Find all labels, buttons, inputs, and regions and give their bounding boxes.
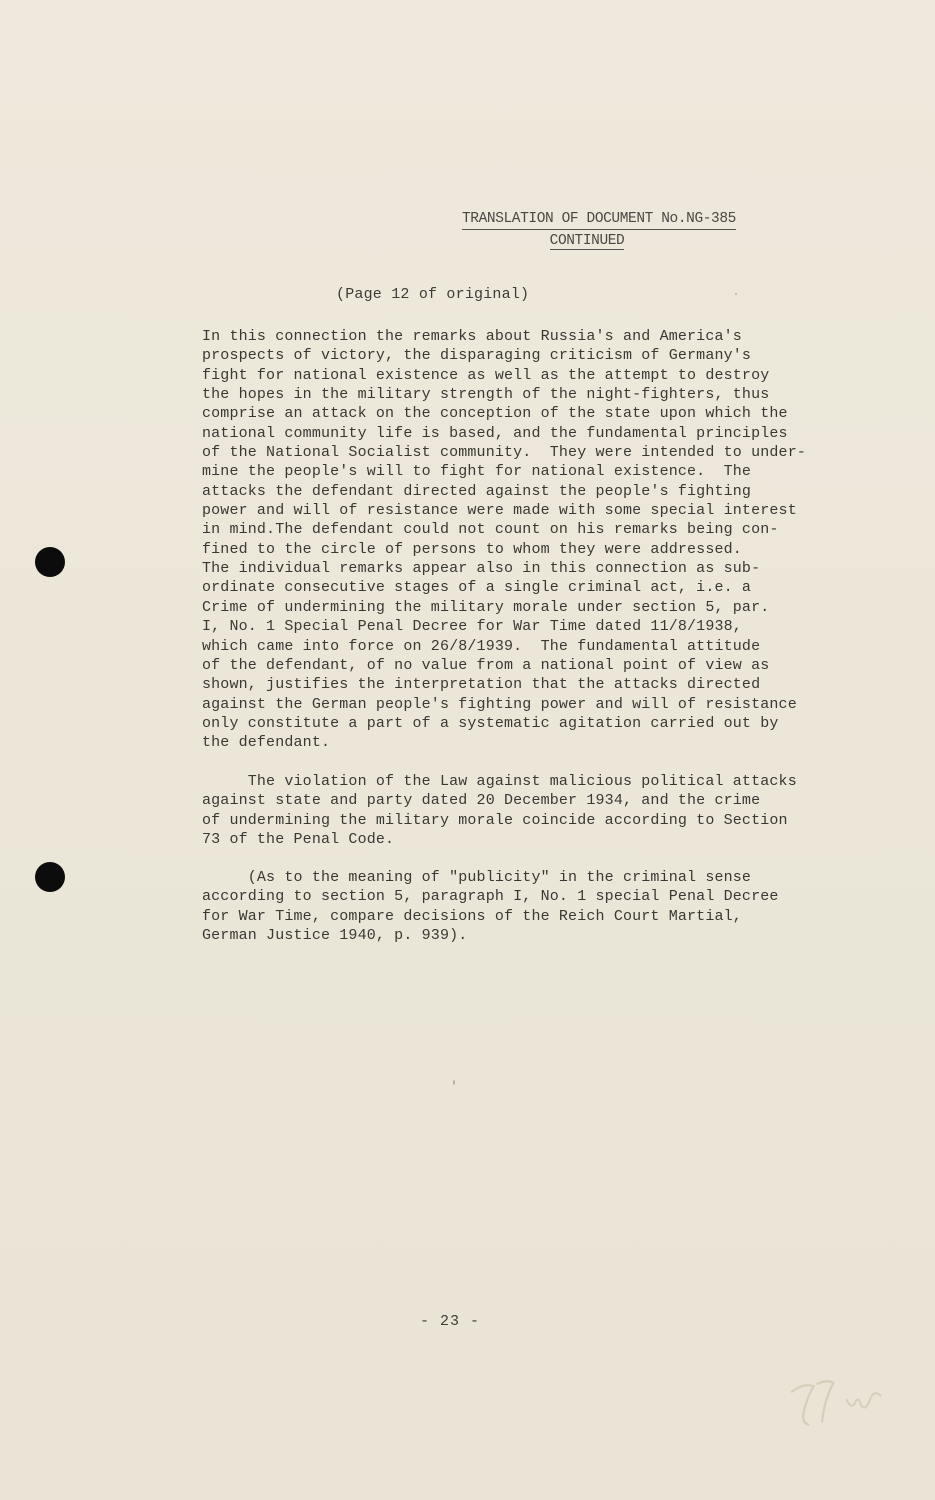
paragraph-2 — [202, 772, 842, 849]
page-reference: (Page 12 of original) — [336, 286, 530, 303]
text-line: fight for national existence as well as the attempt to destroy — [202, 366, 770, 384]
text-line: only constitute a part of a systematic agitation carried out by — [202, 714, 779, 732]
document-header — [462, 209, 782, 251]
text-line: according to section 5, paragraph I, No. 1 special Penal Decree — [202, 888, 779, 906]
text-line: (As to the meaning of "publicity" in the criminal sense — [202, 869, 752, 886]
text-line: shown, justifies the interpretation that the attacks directed — [202, 676, 761, 694]
text-line: In this connection the remarks about Russia's and America's — [202, 328, 742, 345]
handwritten-annotation — [783, 1366, 908, 1445]
text-line: Crime of undermining the military morale under section 5, par. — [202, 598, 770, 616]
header-subtitle-wrap — [462, 231, 782, 251]
text-line: I, No. 1 Special Penal Decree for War Time dated 11/8/1938, — [202, 618, 742, 636]
text-line: attacks the defendant directed against the people's fighting — [202, 482, 752, 500]
text-line: against the German people's fighting power and will of resistance — [202, 695, 797, 713]
text-line: the hopes in the military strength of the night-fighters, thus — [202, 386, 770, 404]
header-subtitle: CONTINUED — [549, 233, 625, 249]
handwritten-mark-graphic — [783, 1366, 907, 1434]
punch-hole — [35, 547, 65, 577]
text-line: of the National Socialist community. They were intended to under- — [202, 444, 806, 462]
text-line: national community life is based, and the fundamental principles — [202, 424, 788, 442]
text-line: in mind.The defendant could not count on his remarks being con- — [202, 521, 779, 539]
text-line: of undermining the military morale coincide according to Section — [202, 811, 788, 829]
text-line: mine the people's will to fight for national existence. The — [202, 463, 752, 481]
text-line: for War Time, compare decisions of the Reich Court Martial, — [202, 907, 742, 925]
text-line: German Justice 1940, p. 939). — [202, 927, 468, 945]
text-line: of the defendant, of no value from a national point of view as — [202, 656, 770, 674]
text-line: The individual remarks appear also in this connection as sub- — [202, 560, 761, 578]
text-line: the defendant. — [202, 734, 331, 752]
text-line: ordinate consecutive stages of a single criminal act, i.e. a — [202, 579, 752, 597]
page-number: - 23 - — [420, 1313, 481, 1330]
punch-hole — [35, 862, 65, 892]
header-title: TRANSLATION OF DOCUMENT No.NG-385 — [462, 209, 736, 230]
paper-speck — [735, 293, 737, 295]
paragraph-1 — [202, 327, 842, 753]
text-line: which came into force on 26/8/1939. The fundamental attitude — [202, 637, 761, 655]
text-line: comprise an attack on the conception of the state upon which the — [202, 405, 788, 423]
paragraph-3 — [202, 868, 842, 945]
text-line: prospects of victory, the disparaging criticism of Germany's — [202, 347, 752, 365]
text-line: against state and party dated 20 December 1934, and the crime — [202, 792, 761, 810]
text-line: fined to the circle of persons to whom they were addressed. — [202, 540, 742, 558]
text-line: power and will of resistance were made with some special interest — [202, 502, 797, 520]
paper-speck — [453, 1080, 455, 1085]
text-line: The violation of the Law against malicious political attacks — [202, 773, 797, 790]
text-line: 73 of the Penal Code. — [202, 831, 395, 849]
